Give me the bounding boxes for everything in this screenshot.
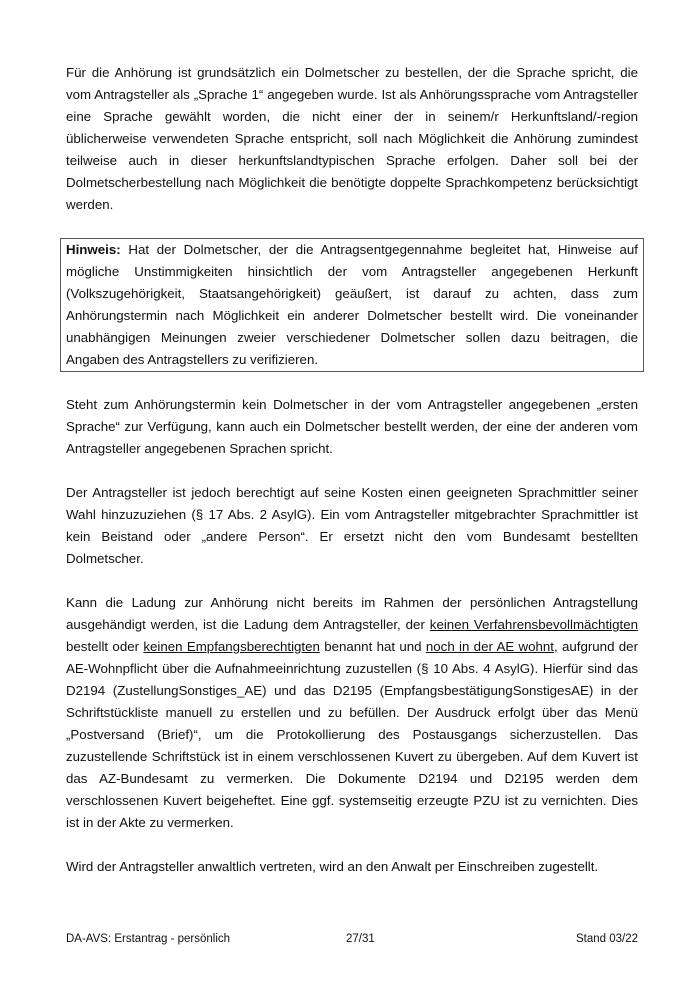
ladung-text-4: , aufgrund der AE-Wohnpflicht über die Aufnahmeeinrichtung zuzustellen (§ 10 Abs. 4 AsylG). Hierfür sind das D2194 (ZustellungSonstiges_AE) und das D2195 (EmpfangsbestätigungSonstigesAE) in der Schriftstückliste manuell zu erstellen und zu befüllen. Der Ausdruck erfolgt über das Menü „Postversand (Brief)“, um die Protokollierung des Postausgangs sicherzustellen. Das zuzustellende Schriftstück ist in einem verschlossenen Kuvert zu übergeben. Auf dem Kuvert ist das AZ-Bundesamt zu vermerken. Die Dokumente D2194 und D2195 werden dem verschlossenen Kuvert beigeheftet. Eine ggf. systemseitig erzeugte PZU ist zu vernichten. Dies ist in der Akte zu vermerken. <box>66 639 638 830</box>
footer-document-title: DA-AVS: Erstantrag - persönlich <box>66 933 231 945</box>
ladung-underline-1: keinen Verfahrensbevollmächtigten <box>429 617 638 632</box>
hinweis-label: Hinweis: <box>66 242 121 257</box>
ladung-text-3: benannt hat und <box>319 639 426 654</box>
ladung-text-2: bestellt oder <box>66 639 144 654</box>
paragraph-anwalt: Wird der Antragsteller anwaltlich vertreten, wird an den Anwalt per Einschreiben zugestellt. <box>66 859 599 874</box>
paragraph-sprachmittler: Der Antragsteller ist jedoch berechtigt auf seine Kosten einen geeigneten Sprachmittler seiner Wahl hinzuzuziehen (§ 17 Abs. 2 AsylG). Ein vom Antragsteller mitgebrachter Sprachmittler ist kein Beistand oder „andere Person“. Er ersetzt nicht den vom Bundesamt bestellten Dolmetscher. <box>66 485 638 566</box>
ladung-underline-3: noch in der AE wohnt <box>425 639 554 654</box>
document-body <box>66 62 638 878</box>
paragraph-erste-sprache: Steht zum Anhörungstermin kein Dolmetscher in der vom Antragsteller angegebenen „ersten Sprache“ zur Verfügung, kann auch ein Dolmetscher bestellt werden, der eine der anderen vom Antragsteller angegebenen Sprachen spricht. <box>66 397 638 456</box>
footer-version: Stand 03/22 <box>575 933 638 945</box>
ladung-text-1: Kann die Ladung zur Anhörung nicht bereits im Rahmen der persönlichen Antragstellung ausgehändigt werden, ist die Ladung dem Antragsteller, der <box>66 595 638 632</box>
paragraph-dolmetscher-bestellung: Für die Anhörung ist grundsätzlich ein Dolmetscher zu bestellen, der die Sprache spricht, die vom Antragsteller als „Sprache 1“ angegeben wurde. Ist als Anhörungssprache vom Antragsteller eine Sprache gewählt worden, die nicht einer der in seinem/r Herkunftsland/-region üblicherweise verwendeten Sprache entspricht, soll nach Möglichkeit die Anhörung zumindest teilweise auch in dieser herkunftslandtypischen Sprache erfolgen. Daher soll bei der Dolmetscherbestellung nach Möglichkeit die benötigte doppelte Sprachkompetenz berücksichtigt werden. <box>66 65 638 212</box>
footer-page-number: 27/31 <box>346 933 375 945</box>
ladung-underline-2: keinen Empfangsberechtigten <box>143 639 320 654</box>
hinweis-text: Hat der Dolmetscher, der die Antragsentgegennahme begleitet hat, Hinweise auf mögliche Unstimmigkeiten hinsichtlich der vom Antragsteller angegebenen Herkunft (Volkszugehörigkeit, Staatsangehörigkeit) geäußert, ist darauf zu achten, dass zum Anhörungstermin nach Möglichkeit ein anderer Dolmetscher bestellt wird. Die voneinander unabhängigen Meinungen zweier verschiedener Dolmetscher sollen dazu beitragen, die Angaben des Antragstellers zu verifizieren. <box>66 242 638 367</box>
hinweis-box <box>60 238 644 372</box>
hinweis-paragraph <box>66 239 638 371</box>
paragraph-ladung <box>66 592 638 834</box>
